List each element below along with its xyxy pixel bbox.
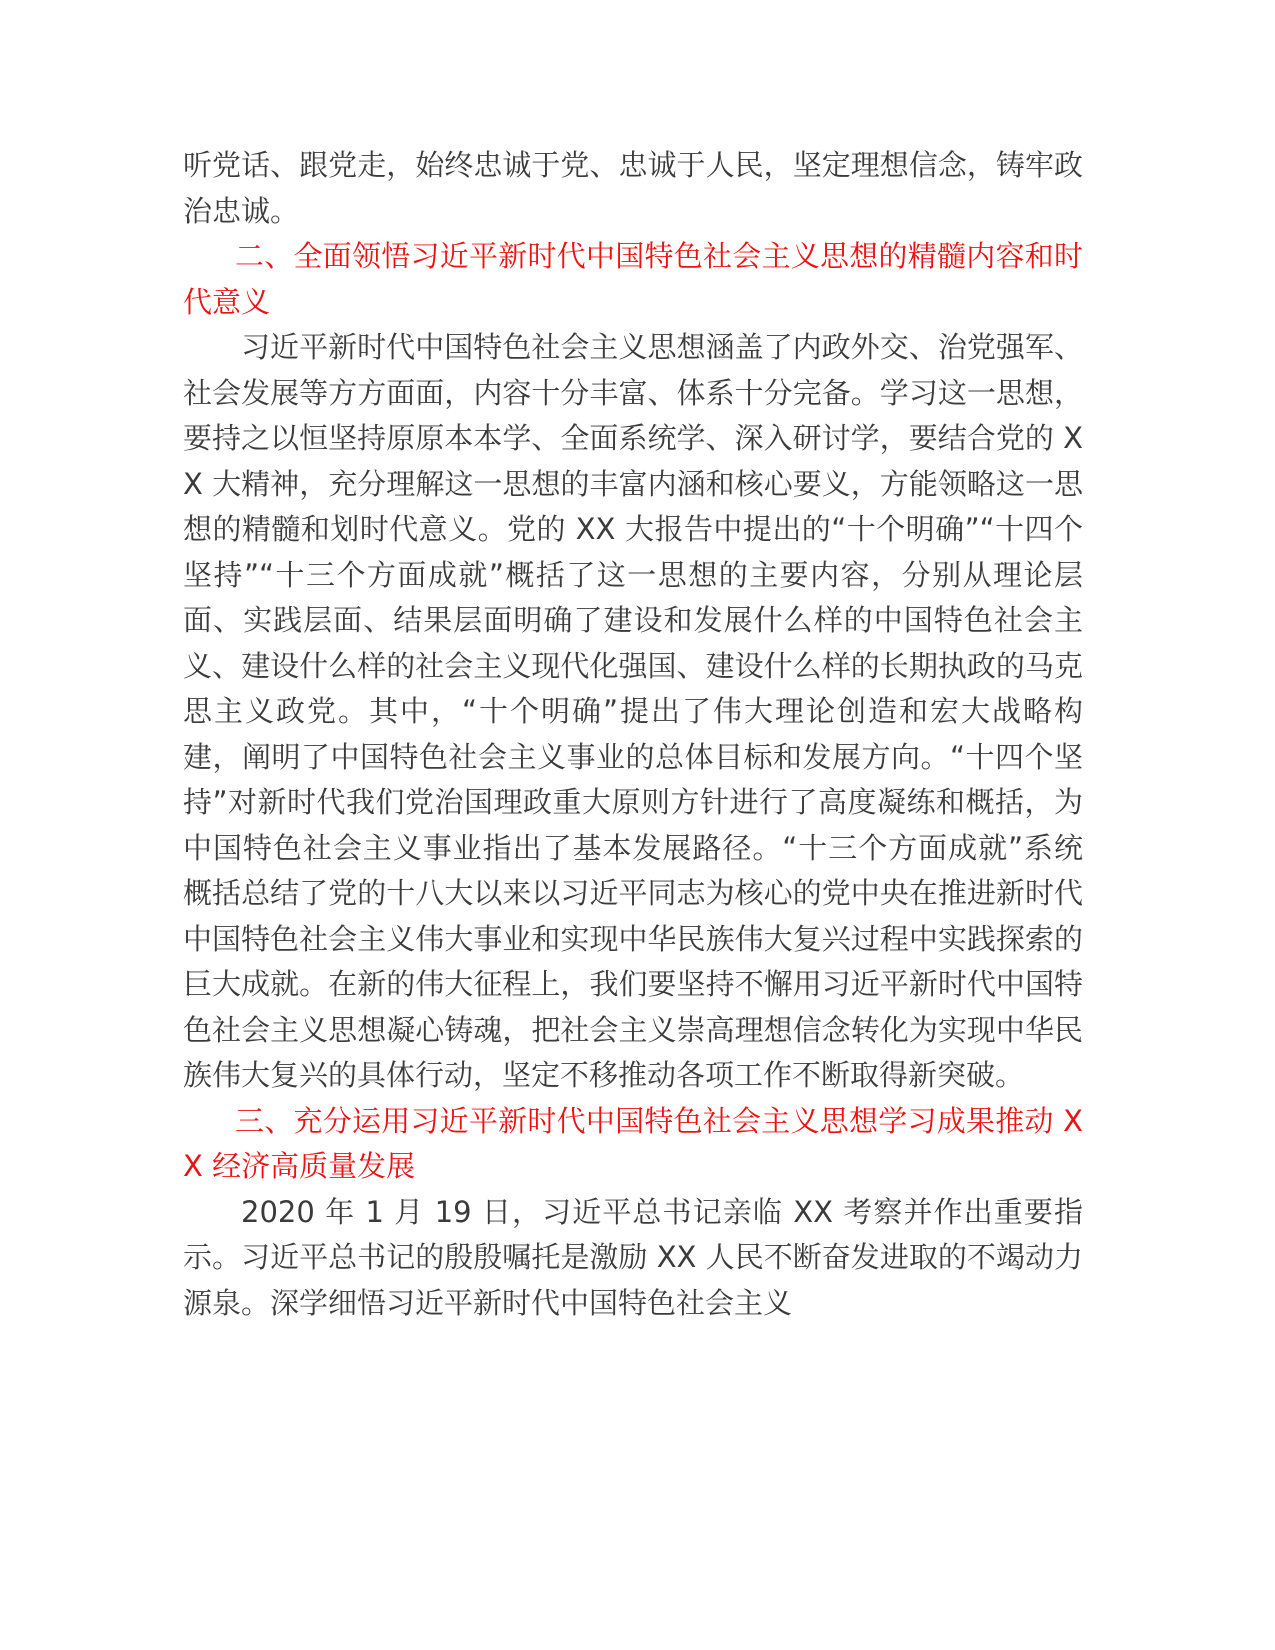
document-page — [183, 143, 1083, 1326]
body-paragraph-1: 听党话、跟党走，始终忠诚于党、忠诚于人民，坚定理想信念，铸牢政治忠诚。 — [183, 148, 1083, 228]
section-heading-3: 三、充分运用习近平新时代中国特色社会主义思想学习成果推动 XX 经济高质量发展 — [183, 1103, 1083, 1183]
body-paragraph-2: 习近平新时代中国特色社会主义思想涵盖了内政外交、治党强军、社会发展等方方面面，内容十分丰富、体系十分完备。学习这一思想，要持之以恒坚持原原本本学、全面系统学、深入研讨学，要结合党的 XX 大精神，充分理解这一思想的丰富内涵和核心要义，方能领略这一思想的精髓和划时代意义。党的 XX 大报告中提出的“十个明确”“十四个坚持”“十三个方面成就”概括了这一思想的主要内容，分别从理论层面、实践层面、结果层面明确了建设和发展什么样的中国特色社会主义、建设什么样的社会主义现代化强国、建设什么样的长期执政的马克思主义政党。其中，“十个明确”提出了伟大理论创造和宏大战略构建，阐明了中国特色社会主义事业的总体目标和发展方向。“十四个坚持”对新时代我们党治国理政重大原则方针进行了高度凝练和概括，为中国特色社会主义事业指出了基本发展路径。“十三个方面成就”系统概括总结了党的十八大以来以习近平同志为核心的党中央在推进新时代中国特色社会主义伟大事业和实现中华民族伟大复兴过程中实践探索的巨大成就。在新的伟大征程上，我们要坚持不懈用习近平新时代中国特色社会主义思想凝心铸魂，把社会主义崇高理想信念转化为实现中华民族伟大复兴的具体行动，坚定不移推动各项工作不断取得新突破。 — [183, 330, 1083, 1092]
section-heading-2: 二、全面领悟习近平新时代中国特色社会主义思想的精髓内容和时代意义 — [183, 239, 1083, 319]
body-paragraph-3: 2020 年 1 月 19 日，习近平总书记亲临 XX 考察并作出重要指示。习近平总书记的殷殷嘱托是激励 XX 人民不断奋发进取的不竭动力源泉。深学细悟习近平新时代中国特色社会主义 — [183, 1194, 1083, 1320]
